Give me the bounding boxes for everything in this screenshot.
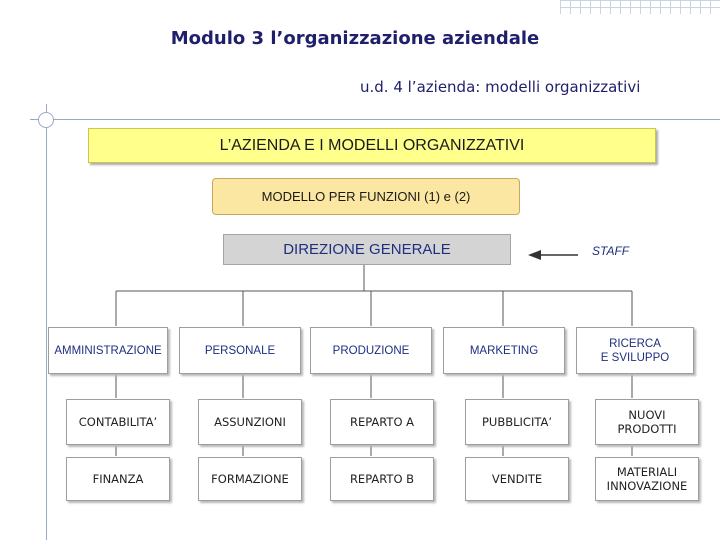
- page-title: Modulo 3 l’organizzazione aziendale: [170, 28, 540, 49]
- staff-label: STAFF: [592, 244, 630, 258]
- sub-box-assunzioni: ASSUNZIONI: [198, 399, 302, 445]
- page-subtitle: u.d. 4 l’azienda: modelli organizzativi: [360, 78, 641, 96]
- sub-box-pubblicita: PUBBLICITA’: [465, 399, 569, 445]
- direzione-generale-box: DIREZIONE GENERALE: [223, 234, 511, 265]
- dept-box-marketing: MARKETING: [443, 327, 565, 374]
- banner-box: L’AZIENDA E I MODELLI ORGANIZZATIVI: [88, 128, 656, 163]
- sub-box-reparto-a: REPARTO A: [330, 399, 434, 445]
- dept-box-produzione: PRODUZIONE: [310, 327, 432, 374]
- sub-box-materiali-innovazione: MATERIALI INNOVAZIONE: [595, 457, 699, 501]
- model-box: MODELLO PER FUNZIONI (1) e (2): [212, 178, 520, 215]
- dept-box-ricerca-sviluppo: RICERCA E SVILUPPO: [576, 327, 694, 374]
- sub-box-contabilita: CONTABILITA’: [66, 399, 170, 445]
- sub-box-nuovi-prodotti: NUOVI PRODOTTI: [595, 399, 699, 445]
- dept-box-personale: PERSONALE: [179, 327, 301, 374]
- staff-arrow: [528, 250, 578, 260]
- sub-box-vendite: VENDITE: [465, 457, 569, 501]
- sub-box-formazione: FORMAZIONE: [198, 457, 302, 501]
- sub-box-reparto-b: REPARTO B: [330, 457, 434, 501]
- dept-box-amministrazione: AMMINISTRAZIONE: [48, 327, 168, 374]
- sub-box-finanza: FINANZA: [66, 457, 170, 501]
